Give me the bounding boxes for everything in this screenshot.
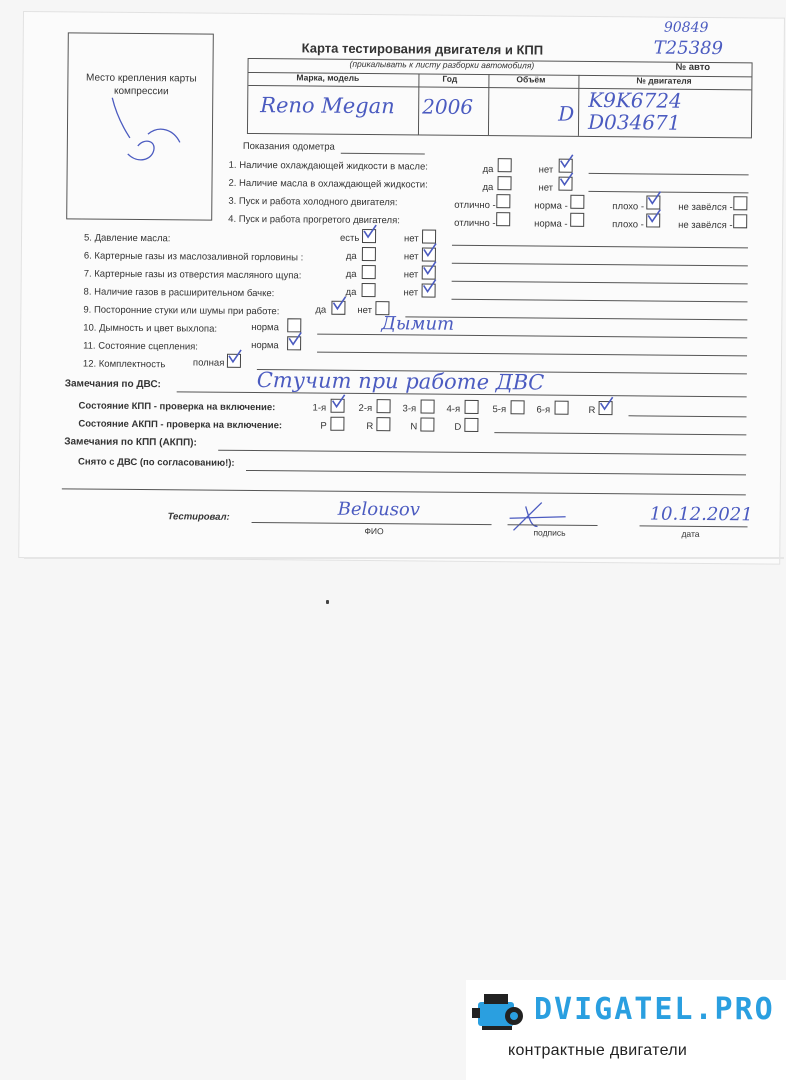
q1-yes-label: да <box>482 164 494 176</box>
compression-card-area <box>66 32 214 220</box>
fio-hw: Belousov <box>337 498 421 521</box>
q4-normal-checkbox[interactable] <box>570 213 584 227</box>
gear-4-checkbox[interactable] <box>465 400 479 414</box>
q6-yes-label: да <box>345 250 357 262</box>
akpp-n-checkbox[interactable] <box>420 417 434 431</box>
watermark <box>466 980 786 1080</box>
q12-label: 12. Комплектность <box>82 358 166 371</box>
q8-check-icon <box>422 277 438 293</box>
q8-yes-checkbox[interactable] <box>362 283 376 297</box>
q3-normal-label: норма - <box>534 200 568 212</box>
akpp-n-label: N <box>410 421 418 433</box>
kpp-state-label: Состояние КПП - проверка на включение: <box>78 400 276 414</box>
q2-no-label: нет <box>538 182 554 194</box>
q7-no-label: нет <box>403 269 419 281</box>
q4-normal-label: норма - <box>534 218 568 230</box>
q4-excellent-label: отлично - <box>454 217 496 230</box>
page-fold <box>24 557 784 559</box>
q1-label: 1. Наличие охлаждающей жидкости в масле: <box>228 159 428 173</box>
q10-hw: Дымит <box>381 313 455 335</box>
q3-excellent-checkbox[interactable] <box>496 194 510 208</box>
q2-label: 2. Наличие масла в охлаждающей жидкости: <box>228 177 428 191</box>
akpp-p-checkbox[interactable] <box>330 417 344 431</box>
remarks-kpp-label: Замечания по КПП (АКПП): <box>64 436 197 449</box>
q10-normal-label: норма <box>251 321 279 334</box>
akpp-d-checkbox[interactable] <box>464 418 478 432</box>
col-volume: Объём <box>516 74 546 85</box>
q9-check-icon <box>331 295 347 311</box>
akpp-state-label: Состояние АКПП - проверка на включение: <box>78 418 283 432</box>
q6-no-label: нет <box>403 251 419 263</box>
q5-label: 5. Давление масла: <box>83 232 171 245</box>
gear-2-checkbox[interactable] <box>377 399 391 413</box>
q2-yes-checkbox[interactable] <box>497 176 511 190</box>
q9-label: 9. Посторонние стуки или шумы при работе: <box>83 304 280 318</box>
q12-check-icon <box>227 348 243 364</box>
q9-no-label: нет <box>357 304 373 317</box>
remarks-dvs-hw: Стучит при работе ДВС <box>256 368 545 395</box>
q4-no-start-label: не завёлся - <box>678 219 733 232</box>
q12-full-label: полная <box>192 357 225 369</box>
car-number-hw-2: T25389 <box>653 37 724 60</box>
q5-no-label: нет <box>403 233 419 245</box>
engine-no-hw-1: K9K6724 <box>588 87 682 113</box>
test-card <box>19 12 784 564</box>
brand-name: DVIGATEL.PRO <box>534 992 775 1027</box>
q11-normal-label: норма <box>251 339 279 352</box>
q7-yes-checkbox[interactable] <box>362 265 376 279</box>
odometer-label: Показания одометра <box>242 140 335 153</box>
vehicle-table <box>247 58 753 138</box>
akpp-r-checkbox[interactable] <box>376 417 390 431</box>
gear-3-checkbox[interactable] <box>421 399 435 413</box>
q6-yes-checkbox[interactable] <box>362 247 376 261</box>
fio-label: ФИО <box>364 525 384 537</box>
gear-1-check-icon <box>331 393 347 409</box>
akpp-r-label: R <box>366 421 374 433</box>
make-hw: Reno Megan <box>260 93 395 119</box>
q4-no-start-checkbox[interactable] <box>733 214 747 228</box>
gear-4-label: 4-я <box>446 403 461 415</box>
engine-logo-icon <box>470 990 528 1034</box>
car-number-label: № авто <box>675 61 711 73</box>
q2-check-icon <box>558 171 574 187</box>
date-hw: 10.12.2021 <box>649 503 753 526</box>
q7-label: 7. Картерные газы из отверстия масляного щупа: <box>83 268 302 282</box>
col-engine-no: № двигателя <box>636 75 692 86</box>
speck <box>326 600 329 604</box>
gear-5-label: 5-я <box>492 404 507 416</box>
gear-6-label: 6-я <box>536 404 551 416</box>
q1-no-label: нет <box>538 164 554 176</box>
gear-1-label: 1-я <box>312 402 327 414</box>
q5-check-icon <box>362 223 378 239</box>
date-label: дата <box>681 528 700 539</box>
q2-yes-label: да <box>482 182 494 194</box>
q6-label: 6. Картерные газы из маслозаливной горловины : <box>83 250 304 264</box>
q11-label: 11. Состояние сцепления: <box>83 340 198 353</box>
q4-bad-label: плохо - <box>612 219 644 231</box>
q8-label: 8. Наличие газов в расширительном бачке: <box>83 286 275 300</box>
gear-r-check-icon <box>599 395 615 411</box>
removed-label: Снято с ДВС (по согласованию!): <box>78 456 235 469</box>
q6-check-icon <box>422 241 438 257</box>
q8-no-label: нет <box>403 287 419 299</box>
q4-check-icon <box>646 207 662 223</box>
col-year: Год <box>442 73 458 84</box>
q1-yes-checkbox[interactable] <box>498 158 512 172</box>
gear-5-checkbox[interactable] <box>511 400 525 414</box>
compression-card-label: Место крепления карты компрессии <box>86 72 197 98</box>
q3-bad-label: плохо - <box>612 201 645 213</box>
gear-3-label: 3-я <box>402 403 417 415</box>
q3-no-start-checkbox[interactable] <box>733 196 747 210</box>
gear-6-checkbox[interactable] <box>555 401 569 415</box>
q4-excellent-checkbox[interactable] <box>496 212 510 226</box>
q4-label: 4. Пуск и работа прогретого двигателя: <box>228 213 400 227</box>
q10-label: 10. Дымность и цвет выхлопа: <box>83 322 218 335</box>
volume-hw: D <box>558 101 575 126</box>
q3-check-icon <box>646 189 662 205</box>
q3-excellent-label: отлично - <box>454 199 496 212</box>
q7-check-icon <box>422 259 438 275</box>
q5-yes-label: есть <box>339 232 360 244</box>
brand-tagline: контрактные двигатели <box>508 1042 688 1059</box>
q7-yes-label: да <box>345 268 357 280</box>
q3-no-start-label: не завёлся - <box>678 201 733 214</box>
col-make: Марка, модель <box>296 72 360 83</box>
car-number-hw-1: 90849 <box>663 19 709 36</box>
akpp-d-label: D <box>454 421 462 433</box>
tested-label: Тестировал: <box>167 511 230 523</box>
q9-yes-label: да <box>315 304 327 316</box>
form-title: Карта тестирования двигателя и КПП <box>301 40 544 58</box>
remarks-dvs-label: Замечания по ДВС: <box>64 378 161 391</box>
gear-r-label: R <box>588 404 596 417</box>
signature-label: подпись <box>533 527 566 538</box>
scribble-icon <box>108 94 199 165</box>
q3-label: 3. Пуск и работа холодного двигателя: <box>228 195 398 209</box>
engine-no-hw-2: D034671 <box>587 109 681 135</box>
q8-yes-label: да <box>345 286 357 298</box>
gear-2-label: 2-я <box>358 402 373 415</box>
akpp-p-label: P <box>320 420 327 432</box>
q11-check-icon <box>287 330 303 346</box>
q1-check-icon <box>559 153 575 169</box>
form-subtitle: (прикалывать к листу разборки автомобиля) <box>349 58 535 71</box>
q3-normal-checkbox[interactable] <box>570 195 584 209</box>
year-hw: 2006 <box>422 94 474 119</box>
